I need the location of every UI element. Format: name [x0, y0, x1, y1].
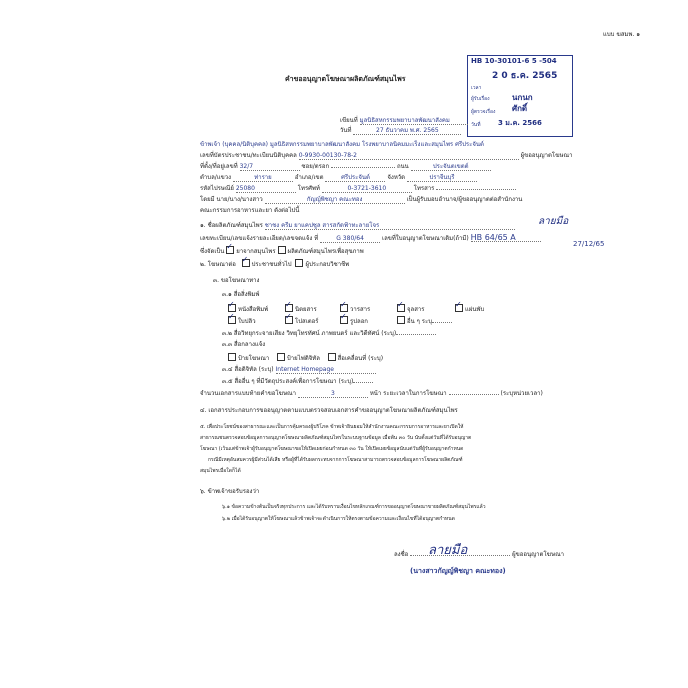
stamp-date2: 3 ม.ค. 2566	[498, 119, 542, 127]
province-label: จังหวัด	[387, 174, 406, 181]
checkbox-booklet[interactable]	[397, 304, 405, 312]
subdistrict-value: ท่าราย	[233, 174, 293, 182]
alley-label: ซอย/ตรอก	[301, 163, 330, 170]
s33-opt-billboard: ป้ายโฆษณา	[238, 355, 270, 362]
item1-value: ชาชง ครีม ยาแคปซูล สารสกัดฟ้าทะลายโจร	[265, 222, 515, 230]
checkbox-other-print[interactable]	[397, 316, 405, 324]
phone-value: 0-3721-3610	[322, 185, 412, 193]
s31-opt-journal: วารสาร	[350, 306, 371, 313]
s31-opt-other: อื่น ๆ ระบุ	[407, 318, 432, 325]
prev-value: HB 64/65 A	[471, 234, 541, 242]
reg-label: เลขทะเบียน/เลขแจ้งรายละเอียด/เลขจดแจ้ง ที่	[200, 235, 319, 242]
checkbox-magazine[interactable]	[285, 304, 293, 312]
by-label: โดยมี นาย/นาง/นางสาว	[200, 196, 263, 203]
item5-line-2: สาธารณชนตรวจสอบข้อมูลการอนุญาตโฆษณาผลิตภัณฑ์สมุนไพรในระบบฐานข้อมูล เมื่อพ้น ๓๐ วัน นับตั้งแต่วันที่ได้รับอนุญาต	[200, 435, 472, 441]
checkbox-health-product[interactable]	[278, 246, 286, 254]
s33-opt-mobile: สื่อเคลื่อนที่ (ระบุ)	[337, 355, 384, 362]
item5-line-4: กรณีมีเหตุอันสมควรผู้มีส่วนได้เสีย หรือผู้ที่ได้รับผลกระทบจากการโฆษณาสามารถตรวจสอบข้อมูลการโฆษณาผลิตภัณฑ์	[208, 457, 463, 463]
checkbox-flyer[interactable]	[228, 316, 236, 324]
category-opt1: ยาจากสมุนไพร	[236, 248, 276, 255]
by-suffix-2: คณะกรรมการอาหารและยา ดังต่อไปนี้	[200, 207, 300, 214]
sign-name: (นางสาวกัญญ์พิชญา คณะทอง)	[410, 567, 506, 575]
checkbox-sticker[interactable]	[340, 316, 348, 324]
date-label: วันที่	[340, 127, 352, 134]
s33-label: ๓.๓ สื่อกลางแจ้ง	[222, 341, 266, 348]
checkbox-newspaper[interactable]	[228, 304, 236, 312]
s31-opt-poster: โปสเตอร์	[295, 318, 319, 325]
address-no: 32/7	[240, 163, 300, 171]
by-name: กัญญ์พิชญา คณะทอง	[265, 196, 405, 204]
written-at-label: เขียนที่	[340, 117, 358, 124]
checkbox-digital-sign[interactable]	[277, 353, 285, 361]
stamp-date-label: วันที่	[471, 122, 481, 128]
checkbox-mobile-media[interactable]	[328, 353, 336, 361]
s31-label: ๓.๑ สื่อสิ่งพิมพ์	[222, 291, 260, 298]
stamp-checker-label: ผู้ตรวจเรื่อง	[471, 109, 496, 115]
form-title: คำขออนุญาตโฆษณาผลิตภัณฑ์สมุนไพร	[285, 75, 406, 83]
checkbox-professionals[interactable]	[295, 259, 303, 267]
s31-opt-flyer: ใบปลิว	[238, 318, 256, 325]
sign-label: ลงชื่อ	[394, 551, 409, 558]
reg-value: G 380/64	[320, 235, 380, 243]
receipt-stamp	[467, 55, 573, 137]
fax-label: โทรสาร	[413, 185, 435, 192]
s31-opt-sticker: รูปลอก	[350, 318, 368, 325]
checkbox-journal[interactable]	[340, 304, 348, 312]
category-label: ซึ่งจัดเป็น	[200, 248, 225, 255]
item3-label: ๓. ขอโฆษณาทาง	[213, 277, 260, 284]
checkbox-brochure[interactable]	[455, 304, 463, 312]
id-label: เลขที่บัตรประชาชน/ทะเบียนนิติบุคคล	[200, 152, 297, 159]
prev-label: เลขที่ใบอนุญาตโฆษณาเดิม(ถ้ามี)	[382, 235, 469, 242]
item2-label: ๒. โฆษณาต่อ	[200, 261, 236, 268]
written-at-value: มูลนิธิสหกรรมพยาบาลพัฒนาสังคม	[360, 118, 468, 125]
item6-label: ๖. ข้าพเจ้าขอรับรองว่า	[200, 488, 260, 495]
s34-value: Internet Homepage	[276, 367, 376, 374]
address-label: ที่ตั้ง/ที่อยู่เลขที่	[200, 163, 238, 170]
item2-opt1: ประชาชนทั่วไป	[251, 261, 292, 268]
road-label: ถนน	[396, 163, 409, 170]
road-value: ประจันตเขตต์	[411, 163, 491, 171]
s34-label: ๓.๔ สื่อดิจิทัล (ระบุ)	[222, 366, 274, 373]
stamp-reg-no: HB 10-30101-6 5 -504	[471, 57, 557, 65]
item5-line-1: ๕. เพื่อประโยชน์ของสาธารณะและเป็นการคุ้มครองผู้บริโภค ข้าพเจ้ายินยอมให้สำนักงานคณะกรรมการอาหารและยาเปิดให้	[200, 424, 464, 430]
s31-opt-brochure: แผ่นพับ	[465, 306, 485, 313]
stamp-checker-signature: ศักดิ์	[512, 104, 528, 113]
applicant-signature: ลายมือ	[428, 543, 468, 558]
s31-opt-magazine: นิตยสาร	[295, 306, 317, 313]
applicant-line: ข้าพเจ้า (บุคคล/นิติบุคคล) มูลนิธิสหกรรมพยาบาลพัฒนาสังคม โรงพยาบาลนิคมมะเร็งและสมุนไพร ศรีประจันต์	[200, 141, 484, 148]
form-code: แบบ ฆสมพ. ๑	[603, 31, 641, 38]
applicant-initial-signature: ลายมือ	[538, 216, 569, 227]
stamp-date: 2 0 ธ.ค. 2565	[492, 71, 558, 81]
s31-opt-newspaper: หนังสือพิมพ์	[238, 306, 269, 313]
pages-value: 3	[298, 390, 368, 398]
s33-opt-digital: ป้ายไฟดิจิทัล	[286, 355, 320, 362]
stamp-receiver-signature: นกนก	[512, 93, 533, 102]
pages-unit: (ระบุหน่วยเวลา)	[500, 390, 543, 397]
stamp-receiver-label: ผู้รับเรื่อง	[471, 96, 490, 102]
checkbox-general-public[interactable]	[242, 259, 250, 267]
id-value: 0-9930-00130-78-2	[299, 152, 519, 160]
category-opt2: ผลิตภัณฑ์สมุนไพรเพื่อสุขภาพ	[287, 248, 364, 255]
district-label: อำเภอ/เขต	[294, 174, 324, 181]
item5-line-5: สมุนไพรเมื่อใดก็ได้	[200, 468, 241, 474]
pages-label: จำนวนเอกสารแบบท้ายคำขอโฆษณา	[200, 390, 296, 397]
s32-label: ๓.๒ สื่อวิทยุกระจายเสียง วิทยุโทรทัศน์ ภาพยนตร์ และวิดีทัศน์ (ระบุ)	[222, 330, 397, 337]
phone-label: โทรศัพท์	[297, 185, 320, 192]
item6-2: ๖.๒ เมื่อได้รับอนุญาตให้โฆษณาแล้วข้าพเจ้าจะดำเนินการให้ตรงตามข้อความและเงื่อนไขที่ได้อนุญาตกำหนด	[222, 516, 455, 522]
sign-suffix: ผู้ขออนุญาตโฆษณา	[512, 551, 565, 558]
item1-label: ๑. ชื่อผลิตภัณฑ์สมุนไพร	[200, 222, 263, 229]
checkbox-poster[interactable]	[285, 316, 293, 324]
s31-opt-booklet: จุลสาร	[407, 306, 425, 313]
item5-line-3: โฆษณา (เว้นแต่ข้าพเจ้าผู้รับอนุญาตโฆษณาขอให้เปิดเผยก่อนกำหนด ๓๐ วัน ให้เปิดเผยข้อมูลนับแต่วันที่ผู้รับอนุญาตกำหนด	[200, 446, 464, 452]
pages-suffix: หน้า ระยะเวลาในการโฆษณา	[369, 390, 447, 397]
checkbox-billboard[interactable]	[228, 353, 236, 361]
prev-date: 27/12/65	[573, 240, 605, 248]
s35-label: ๓.๕ สื่ออื่น ๆ ที่มีวัตถุประสงค์เพื่อการโฆษณา (ระบุ)	[222, 378, 354, 385]
item2-opt2: ผู้ประกอบวิชาชีพ	[305, 261, 350, 268]
postcode-value: 25080	[236, 185, 296, 193]
item4: ๔. เอกสารประกอบการขออนุญาตตามแบบตรวจสอบเอกสารคำขออนุญาตโฆษณาผลิตภัณฑ์สมุนไพร	[200, 407, 458, 414]
postcode-label: รหัสไปรษณีย์	[200, 185, 234, 192]
province-value: ปราจีนบุรี	[407, 174, 477, 182]
stamp-time-label: เวลา	[471, 85, 482, 91]
item6-1: ๖.๑ ข้อความข้างต้นเป็นจริงทุกประการ และได้รับทราบเงื่อนไขหลักเกณฑ์การขออนุญาตโฆษณาขายผลิตภัณฑ์สมุนไพรแล้ว	[222, 504, 486, 510]
checkbox-herbal-medicine[interactable]	[226, 246, 234, 254]
subdistrict-label: ตำบล/แขวง	[200, 174, 232, 181]
district-value: ศรีประจันต์	[325, 174, 385, 182]
advertiser-label: ผู้ขออนุญาตโฆษณา	[520, 152, 573, 159]
date-value: 27 ธันวาคม พ.ศ. 2565	[353, 128, 461, 135]
by-suffix: เป็นผู้รับมอบอำนาจ/ผู้ขออนุญาตต่อสำนักงาน	[406, 196, 523, 203]
